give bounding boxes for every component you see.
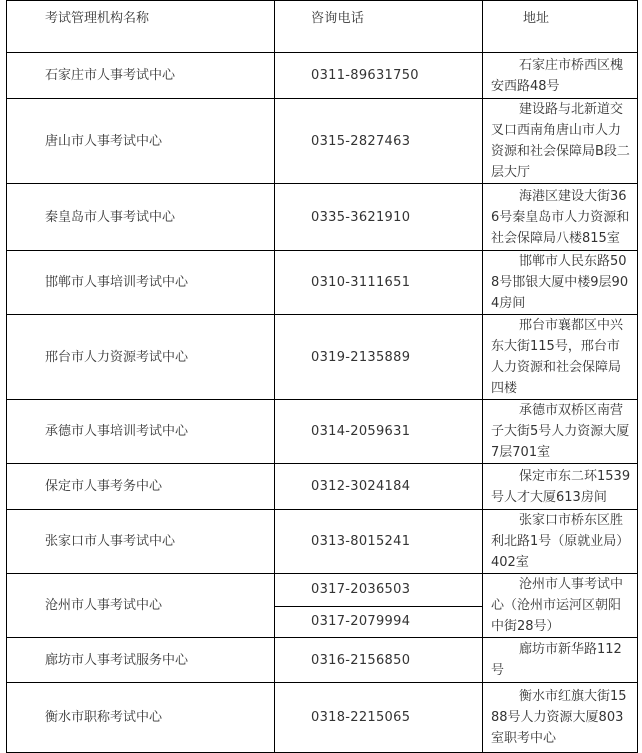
phone-number: 0335-3621910 (275, 184, 483, 251)
address: 保定市东二环1539号人才大厦613房间 (483, 464, 638, 510)
address: 廊坊市新华路112号 (483, 638, 638, 683)
phone-number: 0317-2036503 (275, 574, 483, 607)
table-row (7, 574, 638, 607)
table-row (7, 683, 638, 753)
org-name: 廊坊市人事考试服务中心 (7, 638, 275, 683)
org-name: 邢台市人力资源考试中心 (7, 315, 275, 400)
org-name: 衡水市职称考试中心 (7, 683, 275, 753)
table-row (7, 400, 638, 464)
table-row (7, 184, 638, 251)
address: 建设路与北新道交叉口西南角唐山市人力资源和社会保障局B段二层大厅 (483, 99, 638, 184)
org-name: 承德市人事培训考试中心 (7, 400, 275, 464)
table-row (7, 510, 638, 574)
table-row (7, 99, 638, 184)
org-name: 保定市人事考务中心 (7, 464, 275, 510)
table-header-row (7, 1, 638, 53)
address: 承德市双桥区南营子大街5号人力资源大厦7层701室 (483, 400, 638, 464)
address: 海港区建设大街366号秦皇岛市人力资源和社会保障局八楼815室 (483, 184, 638, 251)
header-phone: 咨询电话 (275, 1, 483, 53)
header-org: 考试管理机构名称 (7, 1, 275, 53)
phone-number: 0314-2059631 (275, 400, 483, 464)
org-name: 石家庄市人事考试中心 (7, 53, 275, 99)
table-row (7, 251, 638, 315)
exam-office-table (6, 0, 638, 753)
table-row (7, 464, 638, 510)
table-row (7, 53, 638, 99)
phone-number: 0312-3024184 (275, 464, 483, 510)
org-name: 秦皇岛市人事考试中心 (7, 184, 275, 251)
phone-number: 0316-2156850 (275, 638, 483, 683)
address: 沧州市人事考试中心（沧州市运河区朝阳中街28号） (483, 574, 638, 638)
table-row (7, 638, 638, 683)
phone-number-secondary: 0317-2079994 (275, 606, 483, 637)
org-name: 张家口市人事考试中心 (7, 510, 275, 574)
org-name: 唐山市人事考试中心 (7, 99, 275, 184)
address: 邯郸市人民东路508号邯银大厦中楼9层904房间 (483, 251, 638, 315)
address: 衡水市红旗大街1588号人力资源大厦803室职考中心 (483, 683, 638, 753)
phone-number: 0315-2827463 (275, 99, 483, 184)
phone-number: 0319-2135889 (275, 315, 483, 400)
phone-number: 0313-8015241 (275, 510, 483, 574)
phone-number: 0310-3111651 (275, 251, 483, 315)
org-name: 沧州市人事考试中心 (7, 574, 275, 638)
phone-number: 0318-2215065 (275, 683, 483, 753)
address: 邢台市襄都区中兴东大街115号，邢台市人力资源和社会保障局四楼 (483, 315, 638, 400)
address: 石家庄市桥西区槐安西路48号 (483, 53, 638, 99)
header-address: 地址 (483, 1, 638, 53)
org-name: 邯郸市人事培训考试中心 (7, 251, 275, 315)
address: 张家口市桥东区胜利北路1号（原就业局）402室 (483, 510, 638, 574)
phone-number: 0311-89631750 (275, 53, 483, 99)
table-row (7, 315, 638, 400)
